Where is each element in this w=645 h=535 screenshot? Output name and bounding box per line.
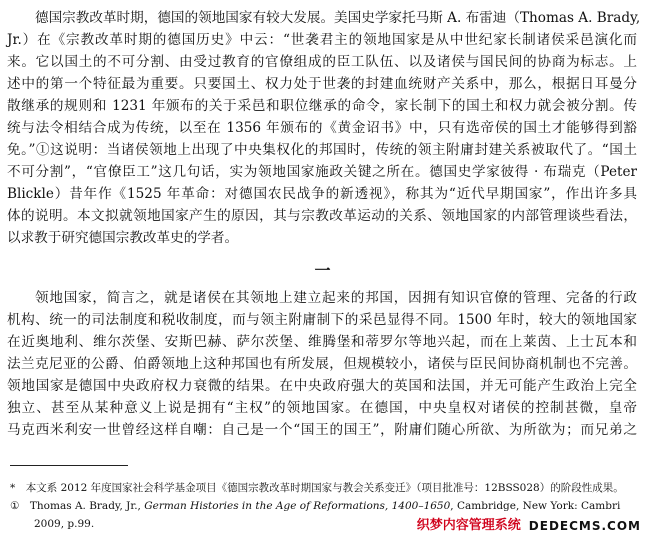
text-line: Jr.）在《宗教改革时期的德国历史》中云：“世袭君主的领地国家是从中世纪家长制诸侯采邑演化而 xyxy=(7,32,637,48)
watermark-line-2: DEDECMS.COM xyxy=(528,519,641,533)
text-line: 统与法令相结合成为传统，以至在 1356 年颁布的《黄金诏书》中，只有选帝侯的国土才能够得到豁 xyxy=(7,120,637,136)
text-line: 在近奥地利、维尔茨堡、安斯巴赫、萨尔茨堡、维腾堡和蒂罗尔等地兴起，而在上莱茵、上士瓦本和 xyxy=(7,334,637,350)
footnote-divider xyxy=(10,465,128,466)
footnote-1-suffix: , Cambridge, New York: Cambri xyxy=(450,500,621,512)
footnote-1-continued: 2009, p.99. xyxy=(34,518,95,530)
text-line: 领地国家，简言之，就是诸侯在其领地上建立起来的邦国，因拥有知识官僚的管理、完备的行政 xyxy=(35,290,637,306)
text-line: 述中的第一个特征最为重要。只要国土、权力处于世袭的封建血统财产关系中，那么，根据日耳曼分 xyxy=(7,76,637,92)
text-line: 德国宗教改革时期，德国的领地国家有较大发展。美国史学家托马斯 A. 布雷迪（Thomas A. Brady, xyxy=(35,10,641,26)
footnote-star: * 本文系 2012 年度国家社会科学基金项目《德国宗教改革时期国家与教会关系变迁》（项目批准号：12BSS028）的阶段性成果。 xyxy=(10,482,624,494)
text-line: 散继承的规则和 1231 年颁布的关于采邑和职位继承的命令，家长制下的国土和权力就会被分割。传 xyxy=(7,98,637,114)
text-line: Blickle）昔年作《1525 年革命：对德国农民战争的新透视》，称其为“近代早期国家”，作出许多具 xyxy=(7,186,637,202)
text-line: 来。它以国土的不可分割、由受过教育的官僚组成的臣工队伍、以及诸侯与国民间的协商为标志。上 xyxy=(7,54,637,70)
watermark-line-1: 织梦内容管理系统 xyxy=(416,518,521,533)
watermark-logo xyxy=(417,518,641,534)
text-line: 领地国家是德国中央政府权力衰微的结果。在中央政府强大的英国和法国，并无可能产生政治上完全 xyxy=(7,378,637,394)
text-line: 以求教于研究德国宗教改革史的学者。 xyxy=(7,230,239,246)
footnote-1 xyxy=(10,499,620,513)
text-line: 不可分割”，“官僚臣工”这几句话，实为领地国家施政关键之所在。德国史学家彼得 · 布瑞克（Peter xyxy=(7,164,637,180)
text-line: 机构、统一的司法制度和税收制度，而与领主附庸制下的采邑显得不同。1500 年时，较大的领地国家 xyxy=(7,312,637,328)
text-line: 独立、甚至从某种意义上说是拥有“主权”的领地国家。在德国，中央皇权对诸侯的控制甚微，皇帝 xyxy=(7,400,637,416)
footnote-1-title: German Histories in the Age of Reformations, 1400–1650 xyxy=(144,500,451,512)
text-line: 体的说明。本文拟就领地国家产生的原因，其与宗教改革运动的关系、领地国家的内部管理谈些看法， xyxy=(7,208,637,224)
text-line: 法兰克尼亚的公爵、伯爵领地上这种邦国也有所发展，但规模较小，诸侯与臣民间协商机制也不完善。 xyxy=(7,356,637,372)
text-line: 马克西米利安一世曾经这样自嘲：自己是一个“国王的国王”，附庸们随心所欲、为所欲为；而兄弟之 xyxy=(7,422,637,438)
text-line: 免。”①这说明：当诸侯领地上出现了中央集权化的邦国时，传统的领主附庸封建关系被取代了。“国土 xyxy=(7,142,637,158)
section-heading: 一 xyxy=(314,261,331,280)
footnote-1-prefix: ① Thomas A. Brady, Jr., xyxy=(10,500,145,512)
